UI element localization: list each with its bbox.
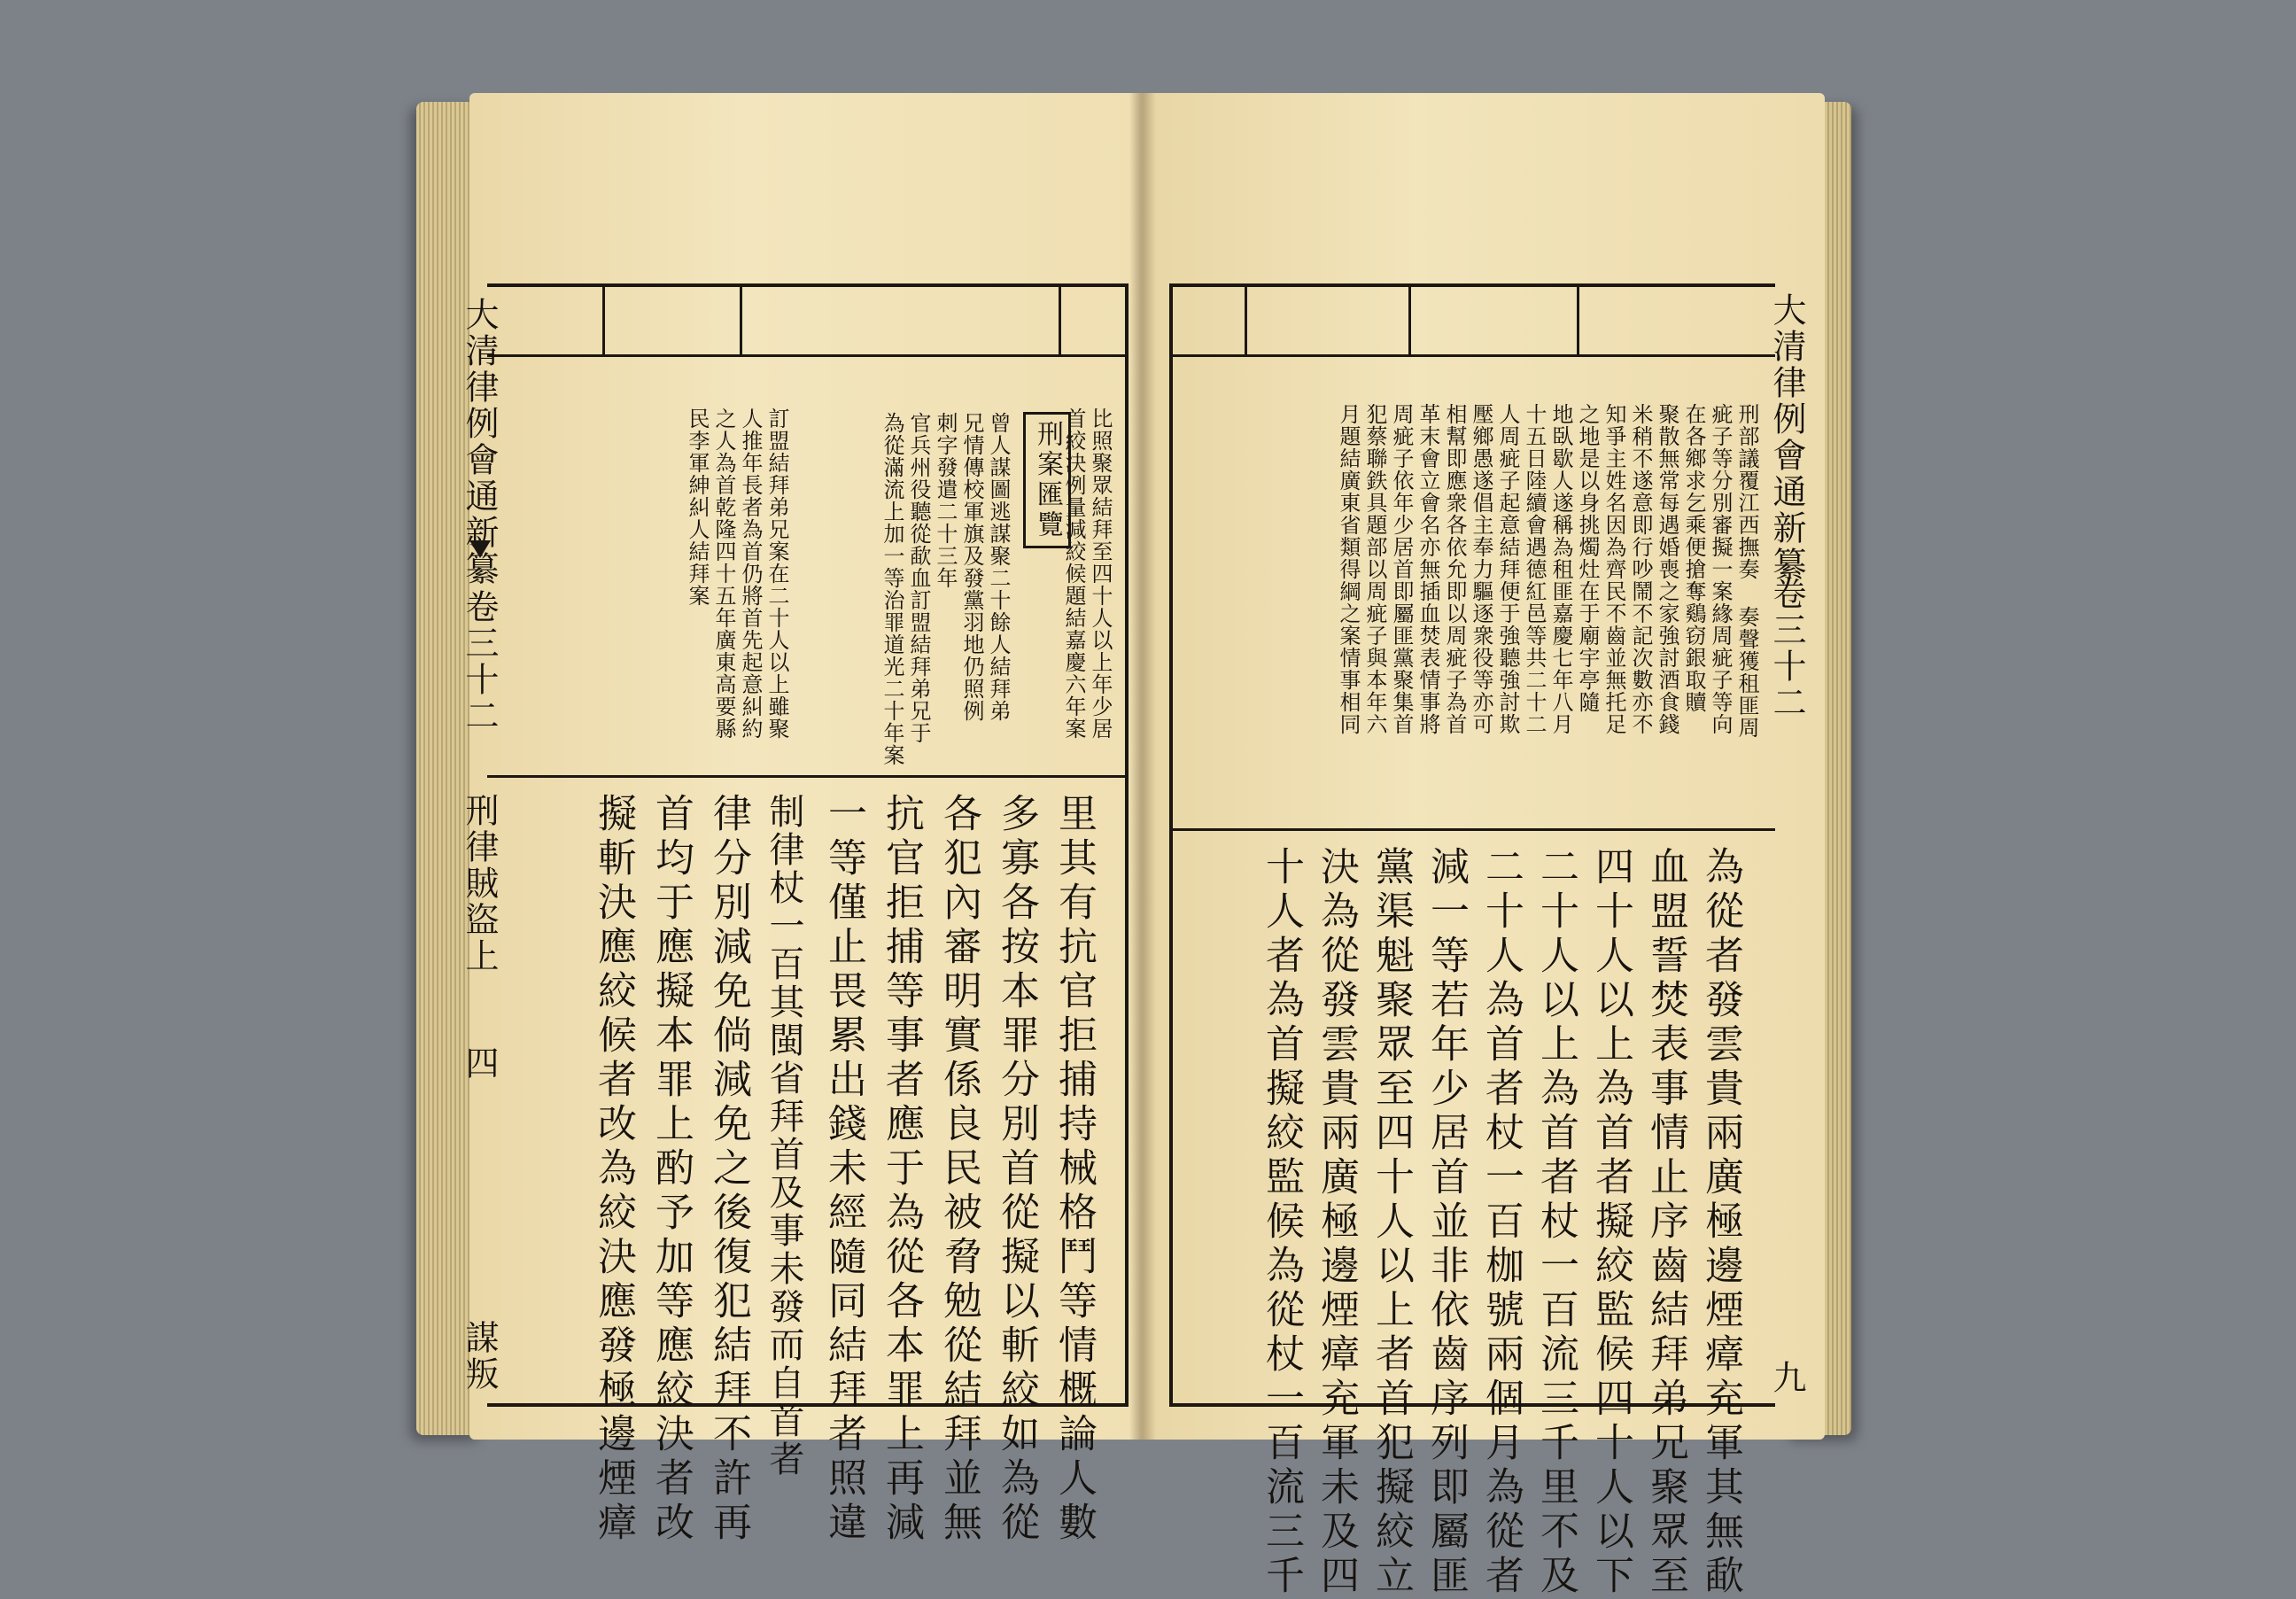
main-text-column: 決為從發雲貴兩廣極邊煙瘴充軍未及四 <box>1314 846 1359 1599</box>
main-text-column: 二十人以上為首者杖一百流三千里不及 <box>1533 846 1578 1599</box>
left-margin-column-label: 謀叛 <box>460 1320 499 1393</box>
commentary-column: 訂盟結拜弟兄案在二十人以上雖聚 <box>764 408 789 740</box>
left-margin-volume: 卷三十二 <box>460 589 499 734</box>
main-text-column: 黨渠魁聚眾至四十人以上者首犯擬絞立 <box>1369 846 1414 1599</box>
commentary-column: 首絞決例量減絞候題結嘉慶六年案 <box>1061 408 1086 740</box>
commentary-column: 刺字發遣二十三年 <box>933 412 958 589</box>
commentary-column: 地臥歇人遂稱為租匪嘉慶七年八月 <box>1548 403 1573 735</box>
commentary-column: 在各鄉求乞乘便搶奪鷄窃銀取贖 <box>1681 403 1706 713</box>
left-margin-section: 刑律賊盜上 <box>460 793 499 974</box>
main-text-column: 為從者發雲貴兩廣極邊煙瘴充軍其無歃 <box>1698 846 1743 1599</box>
commentary-column: 革末會立會名亦無插血焚表情事將 <box>1416 403 1440 735</box>
right-header-line <box>1169 354 1775 357</box>
commentary-column: 月題結廣東省類得綱之案情事相同 <box>1336 403 1361 735</box>
main-text-column: 各犯內審明實係良民被脅勉從結拜並無 <box>936 793 981 1546</box>
right-margin-volume: 卷三十二 <box>1767 576 1806 721</box>
left-margin-page-number: 四 <box>460 1045 499 1082</box>
right-header-divider <box>1577 283 1579 354</box>
commentary-column: 曾人謀圖逃謀聚二十餘人結拜弟 <box>986 412 1011 722</box>
main-text-column: 十人者為首擬絞監候為從杖一百流三千 <box>1259 846 1304 1599</box>
commentary-column: 人周疵子起意結拜便于強聽強討欺 <box>1495 403 1520 735</box>
main-text-column: 血盟誓焚表事情止序齒結拜弟兄聚眾至 <box>1643 846 1688 1599</box>
main-text-column: 首均于應擬本罪上酌予加等應絞決者改 <box>648 793 694 1546</box>
fishtail-mark <box>469 540 491 558</box>
commentary-column: 周疵子依年少居首即屬匪黨聚集首 <box>1389 403 1414 735</box>
right-margin-page-number: 九 <box>1767 1360 1806 1396</box>
right-section-divider <box>1169 828 1775 831</box>
main-text-column: 多寡各按本罪分別首從擬以斬絞如為從 <box>994 793 1039 1546</box>
xing-an-hui-lan-label: 刑案匯覽 <box>1023 412 1071 548</box>
main-text-column: 一等僅止畏累出錢未經隨同結拜者照違 <box>821 793 866 1546</box>
commentary-column: 十五日陸續會遇德紅邑等共二十二 <box>1522 403 1547 735</box>
right-header-divider <box>1245 283 1247 354</box>
left-header-divider <box>602 283 605 354</box>
main-text-column: 擬斬決應絞候者改為絞決應發極邊煙瘴 <box>591 793 636 1546</box>
left-header-line <box>487 354 1129 357</box>
main-text-column: 抗官拒捕等事者應于為從各本罪上再減 <box>879 793 924 1546</box>
main-text-column: 減一等若年少居首並非依齒序列即屬匪 <box>1423 846 1469 1599</box>
left-section-divider <box>487 775 1129 778</box>
commentary-column: 米稍不遂意即行吵鬧不記次數亦不 <box>1628 403 1653 735</box>
commentary-column: 比照聚眾結拜至四十人以上年少居 <box>1088 408 1113 740</box>
commentary-column: 壓鄉愚遂倡主奉力驅逐衆役等亦可 <box>1469 403 1493 735</box>
commentary-column: 之人為首乾隆四十五年廣東高要縣 <box>711 408 736 740</box>
left-margin-title: 大清律例會通新纂 <box>460 297 499 587</box>
commentary-column: 之地是以身挑燭灶在于廟宇亭隨 <box>1575 403 1600 713</box>
commentary-column: 民李軍紳糾人結拜案 <box>685 408 710 607</box>
commentary-column: 知爭主姓名因為齊民不齒並無托足 <box>1602 403 1626 735</box>
book-gutter <box>1129 93 1156 1440</box>
main-text-column: 律分別減免倘減免之後復犯結拜不許再 <box>706 793 751 1546</box>
right-header-divider <box>1408 283 1411 354</box>
right-margin-title: 大清律例會通新纂 <box>1767 292 1806 583</box>
commentary-column: 疵子等分別審擬一案緣周疵子等向 <box>1708 403 1733 735</box>
commentary-column: 官兵州役聽從歃血訂盟結拜弟兄于 <box>906 412 931 744</box>
commentary-column: 刑部議覆江西撫奏 奏聲獲租匪周 <box>1734 403 1759 739</box>
main-text-column: 四十人以上為首者擬絞監候四十人以下 <box>1588 846 1633 1599</box>
main-text-column: 里其有抗官拒捕持械格鬥等情概論人數 <box>1051 793 1097 1546</box>
commentary-column: 犯蔡聯鉄具題部以周疵子與本年六 <box>1362 403 1387 735</box>
left-header-divider <box>740 283 742 354</box>
commentary-column: 相幫即應衆各依允即以周疵子為首 <box>1442 403 1467 735</box>
commentary-column: 聚散無常每遇婚喪之家強討酒食錢 <box>1655 403 1679 735</box>
open-book <box>416 93 1851 1599</box>
main-text-column: 制律杖一百其閩省拜首及事未發而自首者 <box>764 793 804 1479</box>
right-page <box>1143 93 1825 1599</box>
commentary-column: 兄情傳校軍旗及發黨羽地仍照例 <box>959 412 984 722</box>
left-header-divider <box>1059 283 1061 354</box>
commentary-column: 人推年長者為首仍將首先起意糾約 <box>738 408 763 740</box>
main-text-column: 二十人為首者杖一百枷號兩個月為從者 <box>1478 846 1524 1599</box>
left-page <box>460 93 1152 1546</box>
commentary-column: 為從滿流上加一等治罪道光二十年案 <box>880 412 904 766</box>
